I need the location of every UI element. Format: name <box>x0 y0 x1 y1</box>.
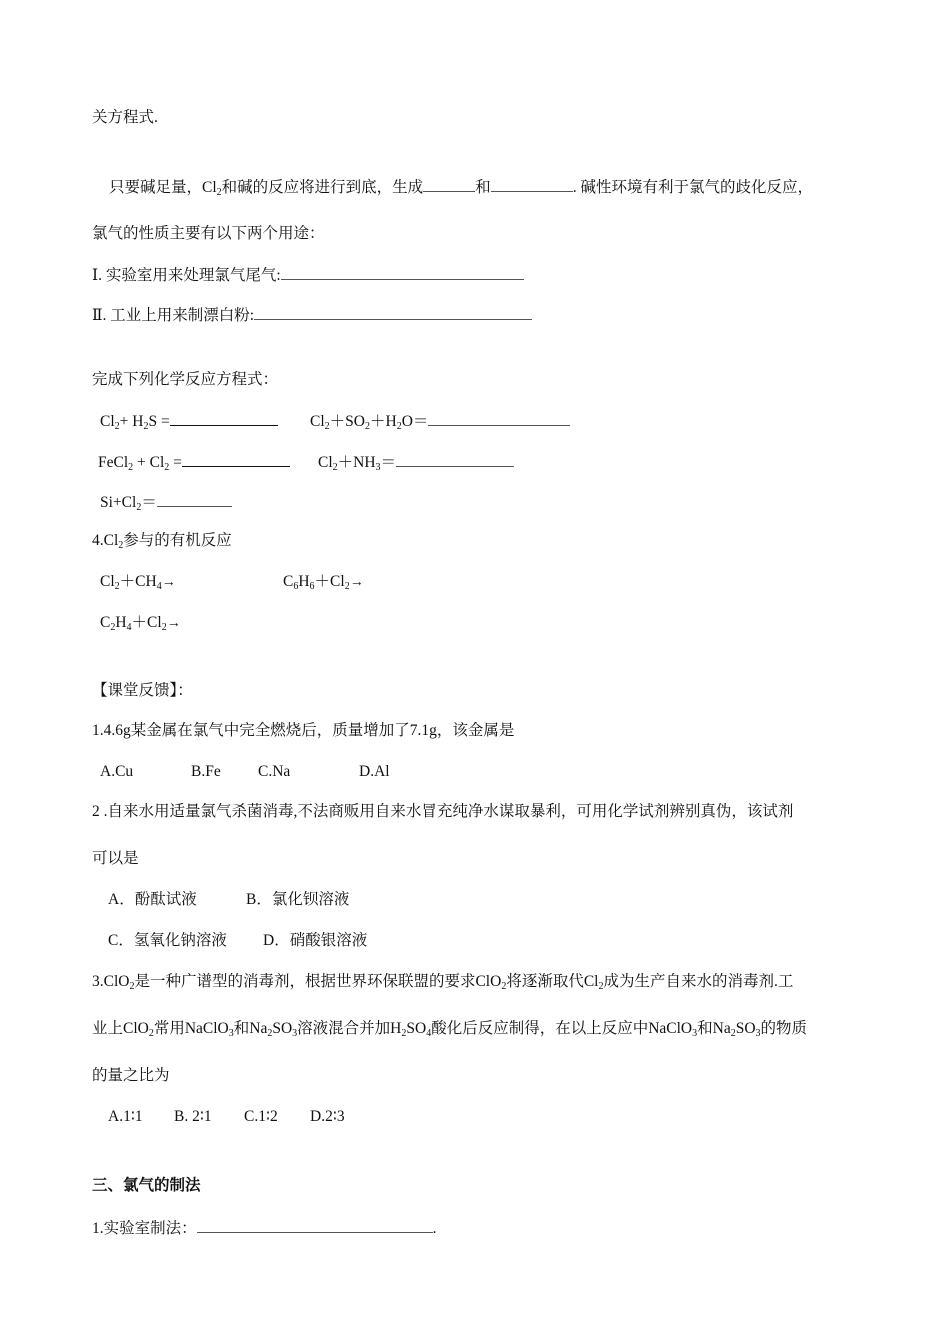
question-2-line-1: 2 .自来水用适量氯气杀菌消毒,不法商贩用自来水冒充纯净水谋取暴利，可用化学试剂辨别真伪，该试剂 <box>92 803 794 820</box>
q1-option-c[interactable]: C.Na <box>258 763 291 780</box>
use-item-2: Ⅱ. 工业上用来制漂白粉: <box>92 304 532 326</box>
q2-option-d[interactable]: D．硝酸银溶液 <box>263 932 368 949</box>
q2-option-a[interactable]: A．酚酞试液 <box>108 891 197 908</box>
question-1: 1.4.6g某金属在氯气中完全燃烧后，质量增加了7.1g，该金属是 <box>92 722 515 739</box>
equations-heading: 完成下列化学反应方程式： <box>92 371 279 388</box>
q3-option-c[interactable]: C.1∶2 <box>244 1108 278 1125</box>
question-3-line-2: 业上ClO$_2$常用NaClO$_3$和$Na_2SO_3$溶液混合并加$H_2SO_4$酸化后反应制得，在以上反应中NaClO$_3$和$Na_2SO_3$的物质 <box>92 1020 808 1039</box>
lab-preparation-blank[interactable] <box>197 1217 433 1233</box>
eq3-blank[interactable] <box>182 451 290 467</box>
question-3-line-1: 3.ClO$_2$是一种广谱型的消毒剂，根据世界环保联盟的要求ClO$_2$将逐渐取代$Cl_2$成为生产自来水的消毒剂.工 <box>92 973 794 992</box>
lab-preparation: 1.实验室制法： . <box>92 1217 437 1239</box>
arrow-icon: → <box>349 575 364 590</box>
section-3-heading: 三、氯气的制法 <box>92 1177 201 1194</box>
uses-intro: 氯气的性质主要有以下两个用途： <box>92 225 325 242</box>
reaction-c6h6-cl2: $C_6H_6+Cl_2\to$ <box>283 573 364 592</box>
reaction-c2h4-cl2: $C_2H_4+Cl_2\to$ <box>100 614 181 633</box>
use-1-blank[interactable] <box>281 264 524 280</box>
q1-option-d[interactable]: D.Al <box>359 763 390 780</box>
use-item-1: Ⅰ. 实验室用来处理氯气尾气: <box>92 264 524 286</box>
eq1-blank[interactable] <box>170 410 278 426</box>
q3-option-a[interactable]: A.1∶1 <box>108 1108 143 1125</box>
eq4-blank[interactable] <box>396 451 514 467</box>
q1-option-b[interactable]: B.Fe <box>191 763 221 780</box>
product-blank-2[interactable] <box>491 176 573 192</box>
equation-cl2-so2-h2o: $Cl_2+SO_2+H_2O=$ <box>310 410 570 432</box>
q2-option-c[interactable]: C．氢氧化钠溶液 <box>108 932 227 949</box>
use-2-blank[interactable] <box>254 304 532 320</box>
intro-tail: 关方程式. <box>92 109 158 126</box>
equation-cl2-nh3: $Cl_2+NH_3=$ <box>318 451 514 473</box>
equation-cl2-h2s: $Cl_2+ H_2S$ = <box>100 410 278 432</box>
alkali-paragraph: 只要碱足量，$Cl_2$和碱的反应将进行到底，生成 和 . 碱性环境有利于氯气的歧化反应， <box>109 176 813 198</box>
q3-option-d[interactable]: D.2∶3 <box>310 1108 345 1125</box>
q1-option-a[interactable]: A.Cu <box>100 763 134 780</box>
q3-option-b[interactable]: B. 2∶1 <box>174 1108 212 1125</box>
product-blank-1[interactable] <box>423 176 475 192</box>
equation-fecl2-cl2: FeCl$_2$ + $Cl_2$ = <box>98 451 290 473</box>
question-3-line-3: 的量之比为 <box>92 1067 170 1084</box>
feedback-heading: 【课堂反馈】： <box>92 682 193 699</box>
question-2-line-2: 可以是 <box>92 850 139 867</box>
eq5-blank[interactable] <box>157 491 232 507</box>
eq2-blank[interactable] <box>428 410 570 426</box>
reaction-cl2-ch4: $Cl_2+CH_4\to$ <box>100 573 176 592</box>
arrow-icon: → <box>161 575 176 590</box>
equation-si-cl2: $Si+Cl_2=$ <box>100 491 232 513</box>
arrow-icon: → <box>166 616 181 631</box>
q2-option-b[interactable]: B．氯化钡溶液 <box>246 891 350 908</box>
organic-heading: $4.Cl_2$参与的有机反应 <box>92 532 232 551</box>
